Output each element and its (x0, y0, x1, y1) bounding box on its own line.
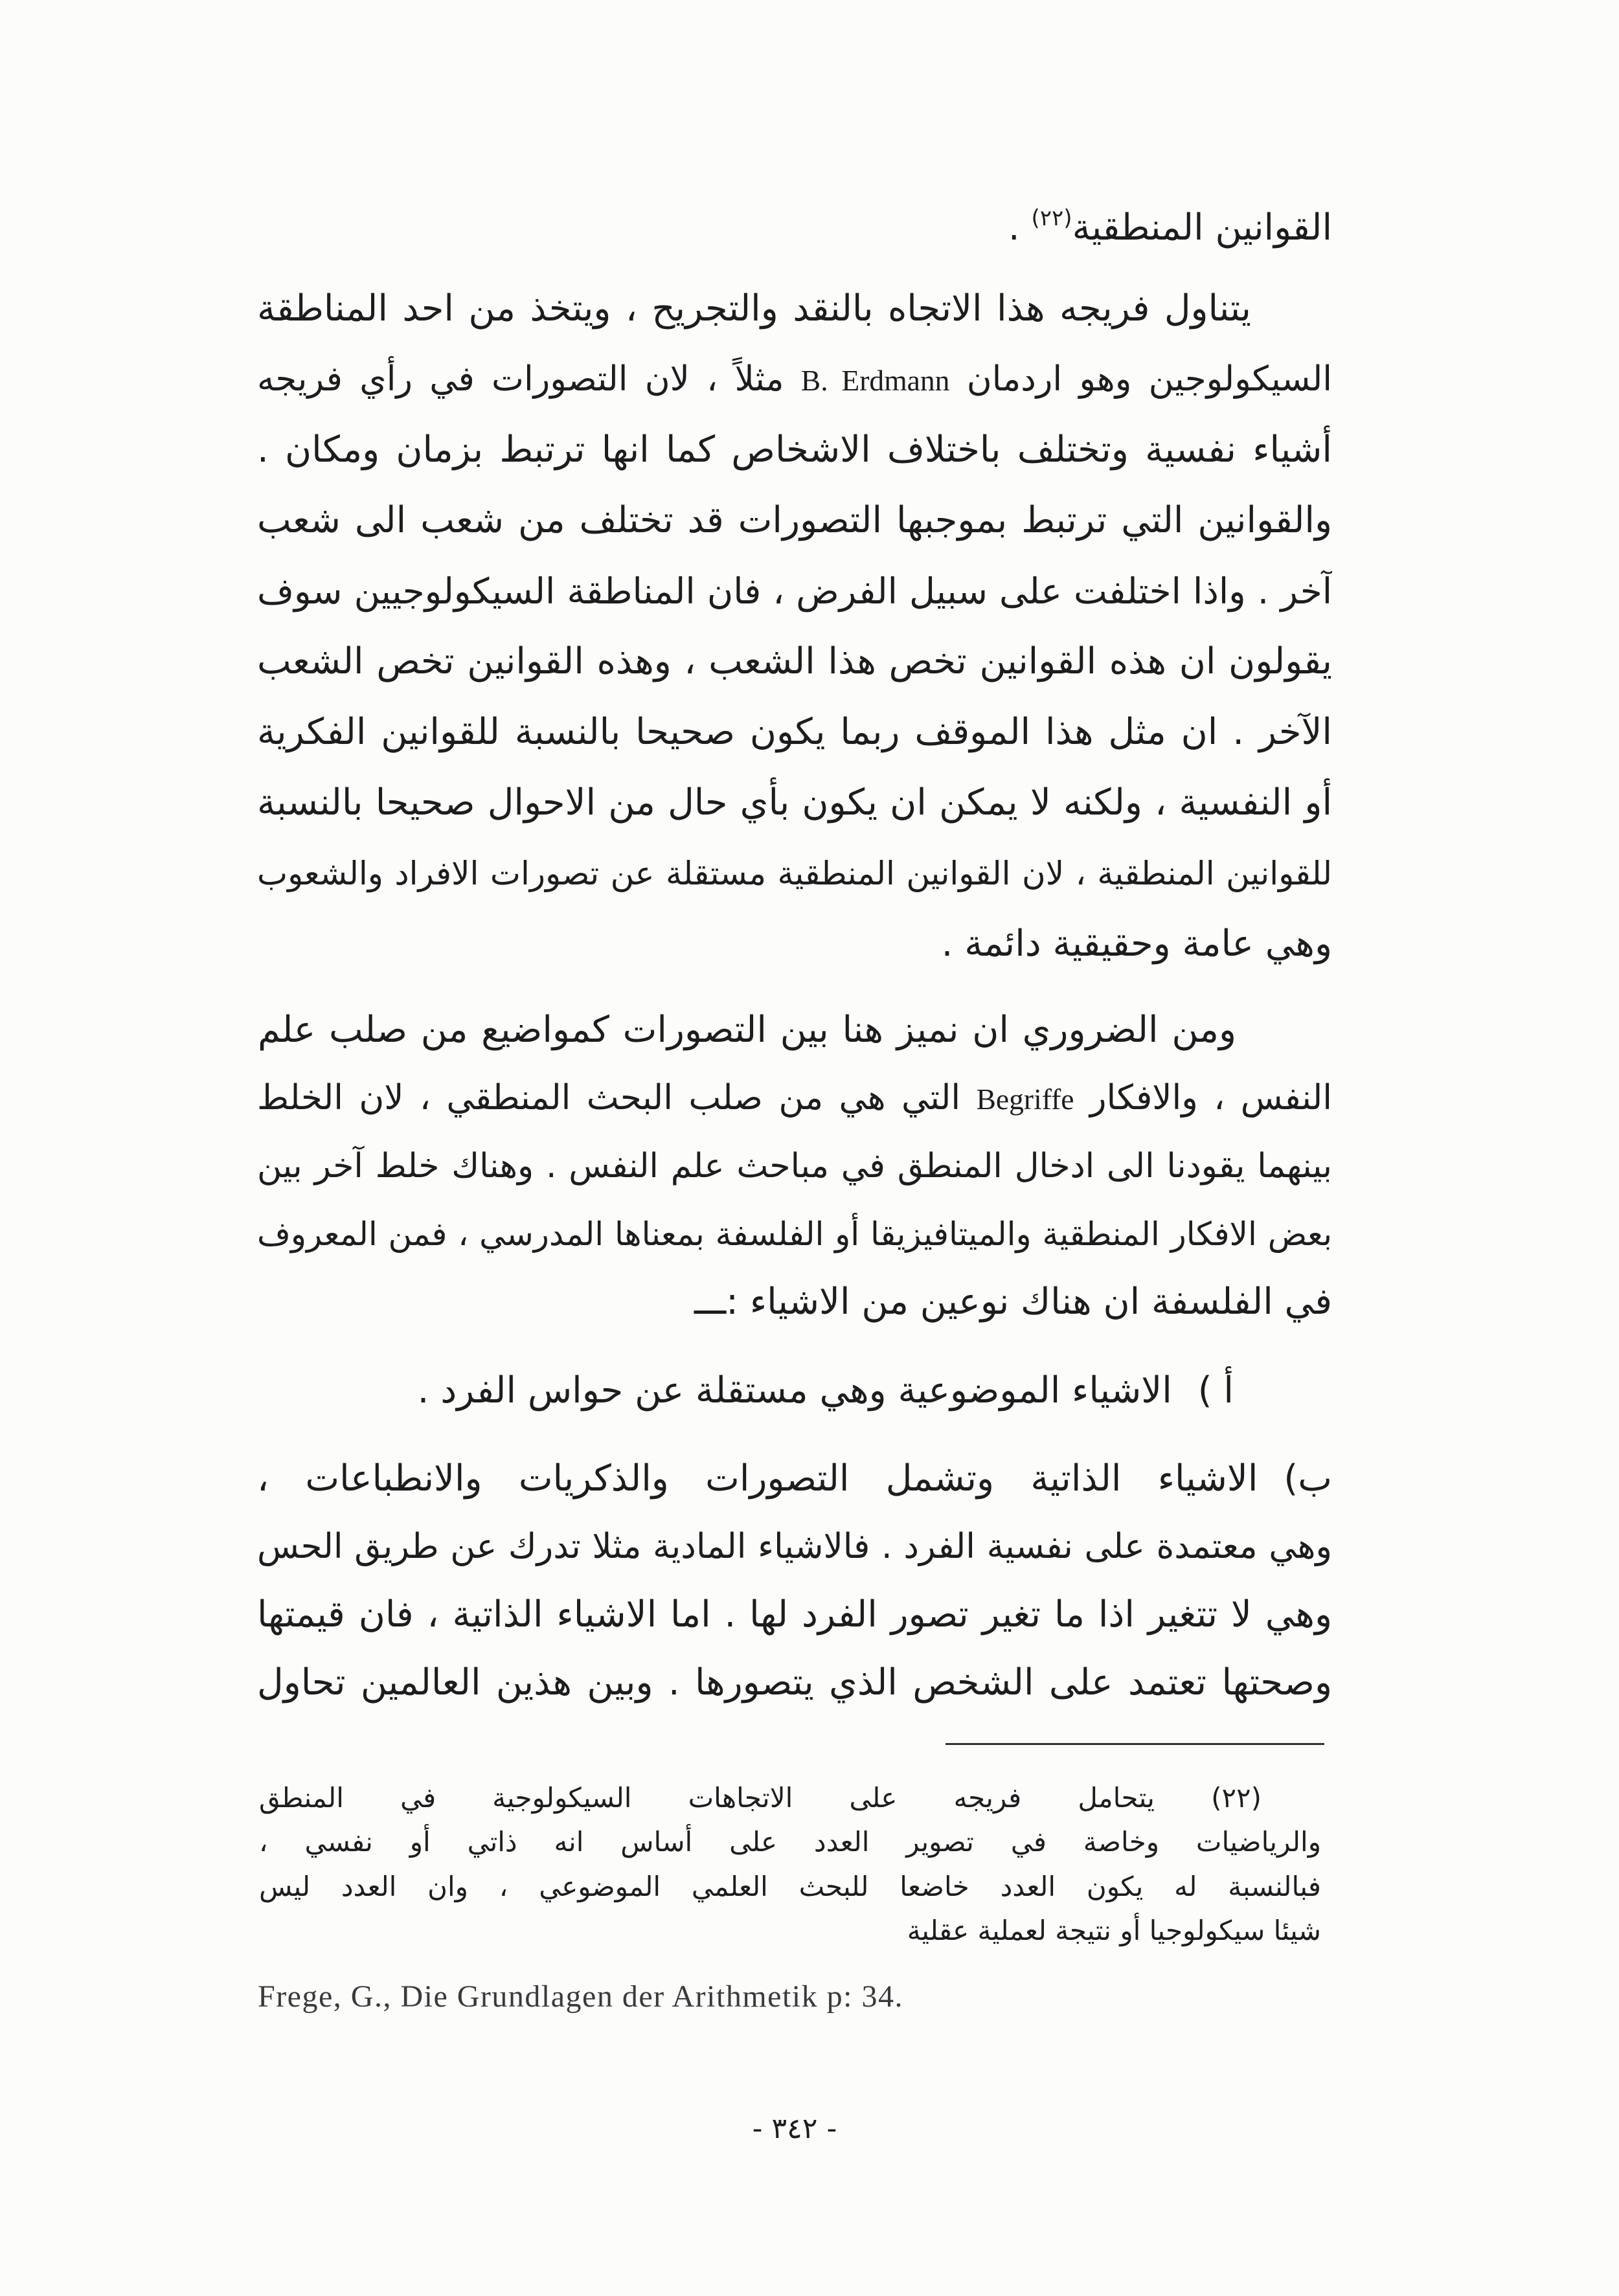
text-run: التي هي من صلب البحث المنطقي ، لان الخلط (257, 1078, 977, 1118)
paragraph-1-line: يتناول فريجه هذا الاتجاه بالنقد والتجريح ، ويتخذ من احد المناطقة (257, 287, 1251, 330)
text-run: مثلاً ، لان التصورات في رأي فريجه (257, 359, 801, 399)
paragraph-1-line: أو النفسية ، ولكنه لا يمكن ان يكون بأي حال من الاحوال صحيحا بالنسبة (257, 782, 1332, 824)
continuation-line (257, 196, 1332, 260)
paragraph-1-line: للقوانين المنطقية ، لان القوانين المنطقية مستقلة عن تصورات الافراد والشعوب (257, 855, 1332, 892)
paragraph-1-line (257, 347, 1332, 412)
text-run: النفس ، والافكار (1074, 1078, 1332, 1118)
paragraph-2-line: في الفلسفة ان هناك نوعين من الاشياء :ـــ (694, 1281, 1332, 1323)
list-item-b-line: وهي معتمدة على نفسية الفرد . فالاشياء المادية مثلا تدرك عن طريق الحس (257, 1527, 1332, 1566)
continuation-text: القوانين المنطقية (1072, 207, 1332, 249)
list-item-a (258, 1358, 1234, 1423)
latin-term-begriffe: Begriffe (976, 1083, 1074, 1116)
footnote-citation: Frege, G., Die Grundlagen der Arithmetik p: 34. (258, 1979, 903, 2014)
continuation-end: . (1008, 207, 1032, 249)
paragraph-2-line (257, 1066, 1332, 1131)
paragraph-1-line: يقولون ان هذه القوانين تخص هذا الشعب ، وهذه القوانين تخص الشعب (257, 640, 1332, 682)
paragraph-2-line: بعض الافكار المنطقية والميتافيزيقا أو الفلسفة بمعناها المدرسي ، فمن المعروف (257, 1215, 1332, 1253)
footnote-ref-marker: (٢٢) (1031, 205, 1072, 231)
list-item-b-line (257, 1446, 1332, 1511)
paragraph-2-line: ومن الضروري ان نميز هنا بين التصورات كمواضيع من صلب علم (258, 1009, 1236, 1051)
page-number: - ٣٤٢ - (752, 2112, 837, 2145)
footnote-line: فبالنسبة له يكون العدد خاضعا للبحث العلمي الموضوعي ، وان العدد ليس (259, 1871, 1321, 1902)
latin-name-erdmann: B. Erdmann (800, 364, 950, 397)
paragraph-1-line: والقوانين التي ترتبط بموجبها التصورات قد تختلف من شعب الى شعب (257, 499, 1332, 541)
paragraph-1-line: وهي عامة وحقيقية دائمة . (941, 923, 1332, 965)
footnote-line: والرياضيات وخاصة في تصوير العدد على أساس انه ذاتي أو نفسي ، (259, 1826, 1321, 1858)
list-item-b-marker: ب) (1284, 1458, 1332, 1500)
text-run: السيكولوجين وهو اردمان (949, 359, 1332, 399)
list-item-b-text: الاشياء الذاتية وتشمل التصورات والذكريات والانطباعات ، (257, 1458, 1258, 1500)
paragraph-1-line: آخر . واذا اختلفت على سبيل الفرض ، فان المناطقة السيكولوجيين سوف (257, 570, 1332, 612)
footnote-line: شيئا سيكولوجيا أو نتيجة لعملية عقلية (907, 1915, 1321, 1946)
paragraph-2-line: بينهما يقودنا الى ادخال المنطق في مباحث علم النفس . وهناك خلط آخر بين (257, 1147, 1332, 1186)
footnote-line: (٢٢) يتحامل فريجه على الاتجاهات السيكولوجية في المنطق (259, 1782, 1262, 1814)
list-item-b-line: وهي لا تتغير اذا ما تغير تصور الفرد لها . اما الاشياء الذاتية ، فان قيمتها (257, 1593, 1332, 1636)
list-item-b-line: وصحتها تعتمد على الشخص الذي يتصورها . وبين هذين العالمين تحاول (257, 1661, 1332, 1704)
paragraph-1-line: أشياء نفسية وتختلف باختلاف الاشخاص كما انها ترتبط بزمان ومكان . (257, 429, 1332, 471)
footnote-rule (945, 1743, 1324, 1745)
list-item-a-text: الاشياء الموضوعية وهي مستقلة عن حواس الفرد . (417, 1369, 1172, 1412)
paragraph-1-line: الآخر . ان مثل هذا الموقف ربما يكون صحيحا بالنسبة للقوانين الفكرية (257, 711, 1332, 753)
list-item-a-marker: أ ) (1197, 1369, 1234, 1412)
